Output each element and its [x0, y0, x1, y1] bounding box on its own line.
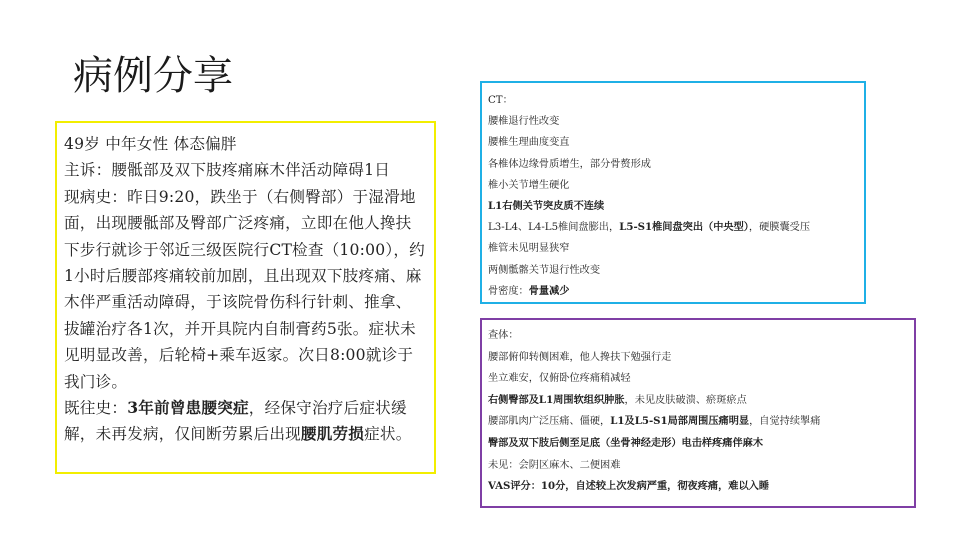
ct-line-9-b: 骨量减少	[528, 284, 570, 297]
patient-profile: 49岁 中年女性 体态偏胖	[64, 135, 237, 153]
ct-line-6-b: L5-S1椎间盘突出（中央型）	[619, 221, 749, 234]
ct-line-8: 两侧骶髂关节退行性改变	[488, 264, 601, 276]
exam-line-4-c: ，自觉持续掣痛	[749, 416, 821, 428]
exam-line-2: 坐立难安，仅俯卧位疼痛稍减轻	[488, 373, 631, 385]
slide-title: 病例分享	[73, 53, 233, 99]
exam-line-4	[488, 411, 908, 433]
past-history-bold-2: 腰肌劳损	[300, 424, 365, 444]
ct-line-9-a: 骨密度：	[488, 285, 529, 297]
exam-line-4-a: 腰部肌肉广泛压痛、僵硬，	[488, 416, 611, 428]
past-history-suffix: 症状。	[364, 425, 412, 444]
exam-line-1: 腰部俯仰转侧困难，他人搀扶下勉强行走	[488, 351, 672, 363]
ct-line-1: 腰椎退行性改变	[488, 116, 560, 128]
history-box	[55, 121, 436, 474]
physical-exam-box	[480, 318, 916, 508]
past-history-prefix: 既往史：	[64, 399, 128, 418]
ct-line-4: 椎小关节增生硬化	[488, 179, 570, 191]
chief-complaint: 主诉：腰骶部及双下肢疼痛麻木伴活动障碍1日	[64, 161, 390, 180]
ct-line-6-a: L3-L4、L4-L5椎间盘膨出，	[488, 222, 620, 234]
exam-header: 查体：	[488, 330, 519, 341]
ct-line-5: L1右侧关节突皮质不连续	[488, 200, 605, 213]
ct-line-6-c: ，硬膜囊受压	[748, 222, 811, 234]
exam-line-5: 臀部及双下肢后侧至足底（坐骨神经走形）电击样疼痛伴麻木	[488, 436, 764, 449]
past-history-middle: ，经保守治疗后症状缓解，未再发病，仅间断劳累后出现	[64, 399, 407, 444]
exam-line-4-b: L1及L5-S1局部周围压痛明显	[610, 415, 750, 428]
ct-line-9	[488, 281, 858, 302]
past-history	[64, 395, 427, 448]
ct-line-3: 各椎体边缘骨质增生，部分骨赘形成	[488, 158, 651, 170]
exam-line-3-a: 右侧臀部及L1周围软组织肿胀	[488, 393, 625, 406]
exam-line-3-b: ，未见皮肤破溃、瘀斑瘀点	[624, 394, 747, 406]
exam-line-7: VAS评分：10分，自述较上次发病严重，彻夜疼痛，难以入睡	[488, 480, 770, 493]
ct-findings-box	[480, 81, 866, 304]
present-illness: 现病史：昨日9:20，跌坐于（右侧臀部）于湿滑地面，出现腰骶部及臀部广泛疼痛，立即在他人搀扶下步行就诊于邻近三级医院行CT检查（10:00），约1小时后腰部疼痛较前加剧，且出现双下肢疼痛、麻木伴严重活动障碍，于该院骨伤科行针刺、推拿、拔罐治疗各1次，并开具院内自制膏药5张。症状未见明显改善，后轮椅+乘车返家。次日8:00就诊于我门诊。	[64, 187, 425, 391]
ct-line-6	[488, 217, 858, 238]
ct-line-7: 椎管未见明显狭窄	[488, 243, 570, 255]
past-history-bold-1: 3年前曾患腰突症	[127, 398, 249, 418]
exam-line-6: 未见：会阴区麻木、二便困难	[488, 459, 621, 471]
ct-header: CT：	[488, 95, 513, 106]
ct-line-2: 腰椎生理曲度变直	[488, 137, 570, 149]
exam-line-3	[488, 390, 908, 412]
